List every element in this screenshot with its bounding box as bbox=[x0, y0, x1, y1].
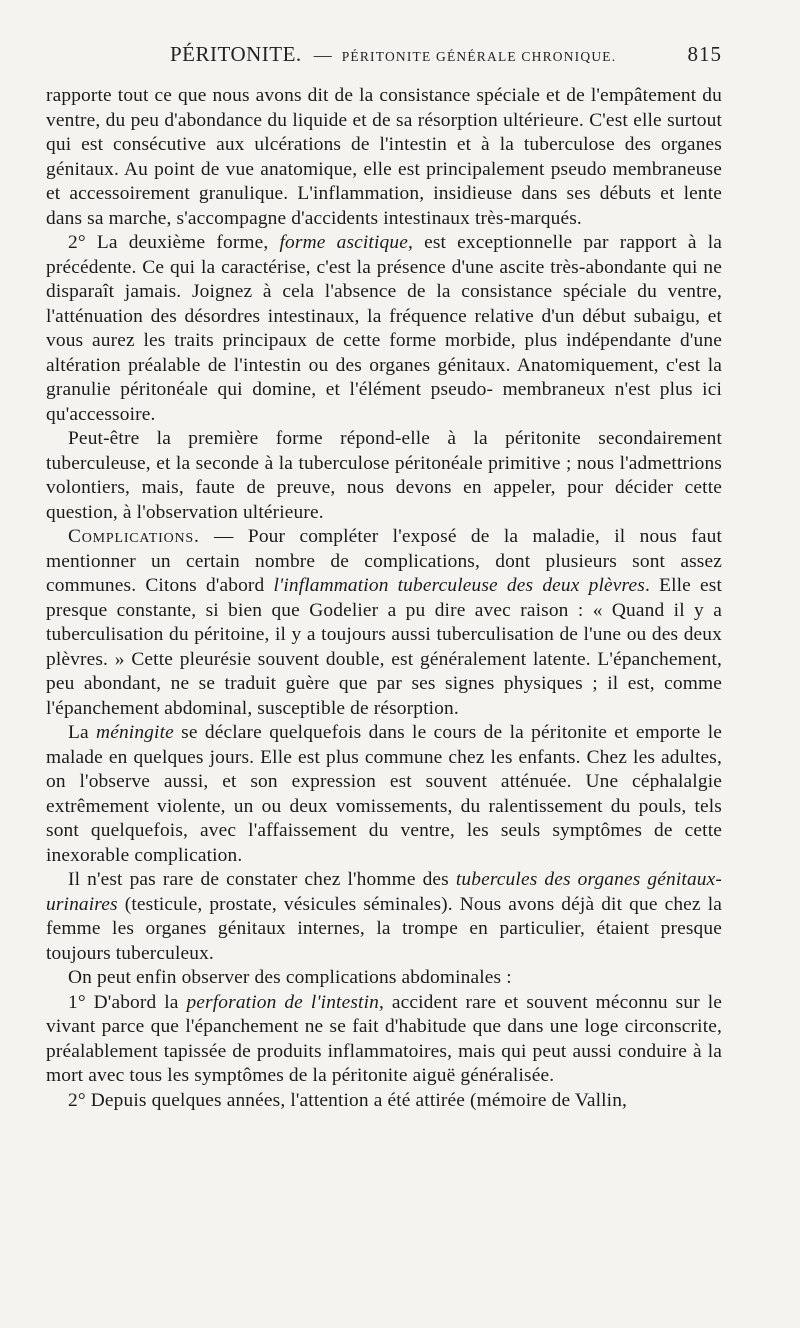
text-run: On peut enfin observer des complications abdominales : bbox=[68, 967, 512, 988]
paragraph bbox=[46, 721, 722, 868]
paragraph bbox=[46, 966, 722, 991]
body-text bbox=[46, 84, 722, 1113]
italic-phrase: méningite bbox=[96, 722, 174, 743]
text-run: , accident rare et souvent méconnu sur le vivant parce que l'épanchement ne se fait d'habitude que dans une loge circonscrite, préalablement tapissée de produits inflammatoires, mais qui peut aussi conduire à la mort avec tous les symptômes de la péritonite aiguë généralisée. bbox=[46, 991, 722, 1086]
running-subtitle: PÉRITONITE GÉNÉRALE CHRONIQUE. bbox=[341, 49, 617, 64]
paragraph bbox=[46, 1089, 722, 1114]
page-number: 815 bbox=[687, 42, 722, 66]
section-heading: Complications. bbox=[68, 526, 200, 547]
italic-phrase: perforation de l'intestin bbox=[186, 991, 379, 1013]
paragraph bbox=[46, 231, 722, 427]
header-dash: — bbox=[313, 45, 332, 65]
text-run: 2° Depuis quelques années, l'attention a été attirée (mémoire de Vallin, bbox=[68, 1089, 628, 1111]
paragraph bbox=[46, 84, 722, 231]
text-run: rapporte tout ce que nous avons dit de la consistance spéciale et de l'empâtement du ventre, du peu d'abondance du liquide et de sa résorption ultérieure. C'est elle surtout qui est consécutive aux ulcérations de l'intestin et à la tuberculose des organes génitaux. Au point de vue anatomique, elle est principalement pseudo membraneuse et accessoirement granulique. L'inflammation, insidieuse dans ses débuts et lente dans sa marche, s'accompagne d'accidents intestinaux très-marqués. bbox=[46, 85, 722, 229]
text-run: Peut-être la première forme répond-elle à la péritonite secondairement tuberculeuse, et la seconde à la tuberculose péritonéale primitive ; nous l'admettrions volontiers, mais, faute de preuve, nous devons en appeler, pour décider cette question, à l'observation ultérieure. bbox=[46, 428, 722, 523]
italic-phrase: tubercules des organes génitaux-urinaires bbox=[46, 869, 722, 915]
italic-phrase: forme ascitique bbox=[279, 232, 408, 253]
paragraph bbox=[46, 427, 722, 525]
text-run: 2° La deuxième forme, bbox=[68, 232, 280, 253]
running-header bbox=[46, 42, 722, 76]
text-run: La bbox=[68, 722, 97, 743]
text-run: — Pour compléter l'exposé de la maladie, il nous faut mentionner un certain nombre de complications, dont plusieurs sont assez communes. Citons d'abord bbox=[46, 526, 722, 596]
text-run: . Elle est presque constante, si bien que Godelier a pu dire avec raison : « Quand il y a tuberculisation du péritoine, il y a toujours aussi tuberculisation de l'une ou des deux plèvres. » Cette pleurésie souvent double, est généralement latente. L'épanchement, peu abondant, ne se traduit guère que par ses signes physiques ; il est, comme l'épanchement abdominal, susceptible de résorption. bbox=[46, 575, 723, 719]
text-run: (testicule, prostate, vésicules séminales). Nous avons déjà dit que chez la femme les organes génitaux internes, la trompe en particulier, étaient presque toujours tuberculeux. bbox=[46, 893, 722, 964]
paragraph bbox=[46, 525, 722, 721]
paragraph bbox=[46, 868, 722, 966]
book-page bbox=[46, 42, 722, 1113]
running-title: PÉRITONITE. bbox=[170, 42, 302, 66]
paragraph bbox=[46, 991, 722, 1089]
italic-phrase: l'inflammation tuberculeuse des deux plèvres bbox=[273, 575, 645, 596]
text-run: 1° D'abord la bbox=[68, 991, 187, 1013]
text-run: se déclare quelquefois dans le cours de la péritonite et emporte le malade en quelques jours. Elle est plus commune chez les enfants. Chez les adultes, on l'observe aussi, et son expression est souvent atténuée. Une céphalalgie extrêmement violente, un ou deux vomissements, du ralentissement du pouls, tels sont quelquefois, avec l'affaissement du ventre, les seuls symptômes de cette inexorable complication. bbox=[46, 722, 722, 866]
text-run: Il n'est pas rare de constater chez l'homme des bbox=[68, 869, 456, 890]
text-run: , est exceptionnelle par rapport à la précédente. Ce qui la caractérise, c'est la présence d'une ascite très-abondante qui ne disparaît jamais. Joignez à cela l'absence de la consistance spéciale du ventre, l'atténuation des désordres intestinaux, la fréquence relative d'un début subaigu, et vous aurez les traits principaux de cette forme morbide, plus indépendante d'une altération préalable de l'intestin ou des organes génitaux. Anatomiquement, c'est la granulie péritonéale qui domine, et l'élément pseudo- membraneux n'est plus ici qu'accessoire. bbox=[46, 232, 723, 425]
